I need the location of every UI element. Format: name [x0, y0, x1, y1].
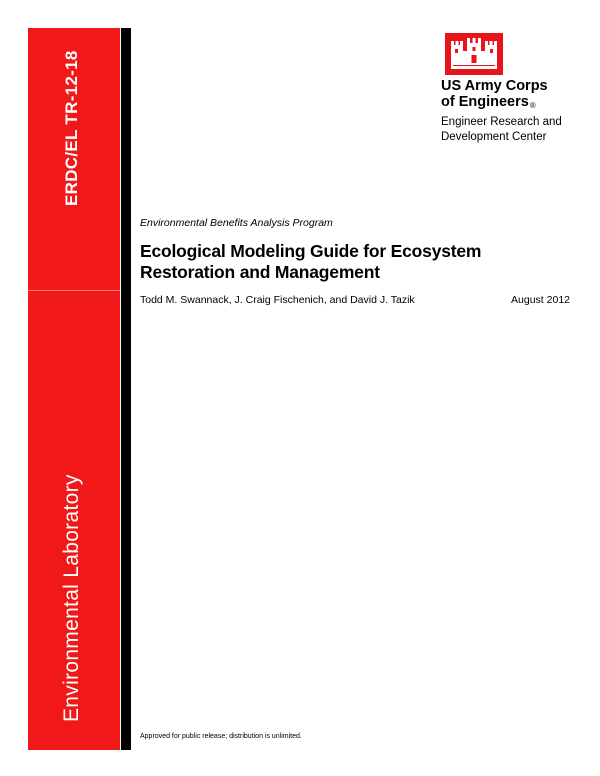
title-line-2: Restoration and Management	[140, 262, 380, 282]
report-title	[140, 241, 570, 283]
registered-mark: ®	[529, 101, 536, 110]
organization-block	[441, 78, 562, 144]
org-sub-line2: Development Center	[441, 131, 547, 143]
band-divider	[28, 290, 120, 291]
org-name-line1: US Army Corps	[441, 78, 548, 94]
laboratory-name: Environmental Laboratory	[60, 474, 83, 722]
org-sub-line1: Engineer Research and	[441, 116, 562, 128]
org-name-line2: of Engineers®	[441, 94, 536, 110]
title-line-1: Ecological Modeling Guide for Ecosystem	[140, 241, 482, 261]
black-side-bar	[121, 28, 131, 750]
report-number: ERDC/EL TR-12-18	[62, 50, 81, 206]
authors: Todd M. Swannack, J. Craig Fischenich, and David J. Tazik	[140, 294, 415, 306]
castle-logo-icon	[445, 33, 503, 75]
program-name: Environmental Benefits Analysis Program	[140, 217, 333, 229]
distribution-statement: Approved for public release; distribution is unlimited.	[140, 733, 302, 740]
publication-date: August 2012	[511, 294, 570, 306]
